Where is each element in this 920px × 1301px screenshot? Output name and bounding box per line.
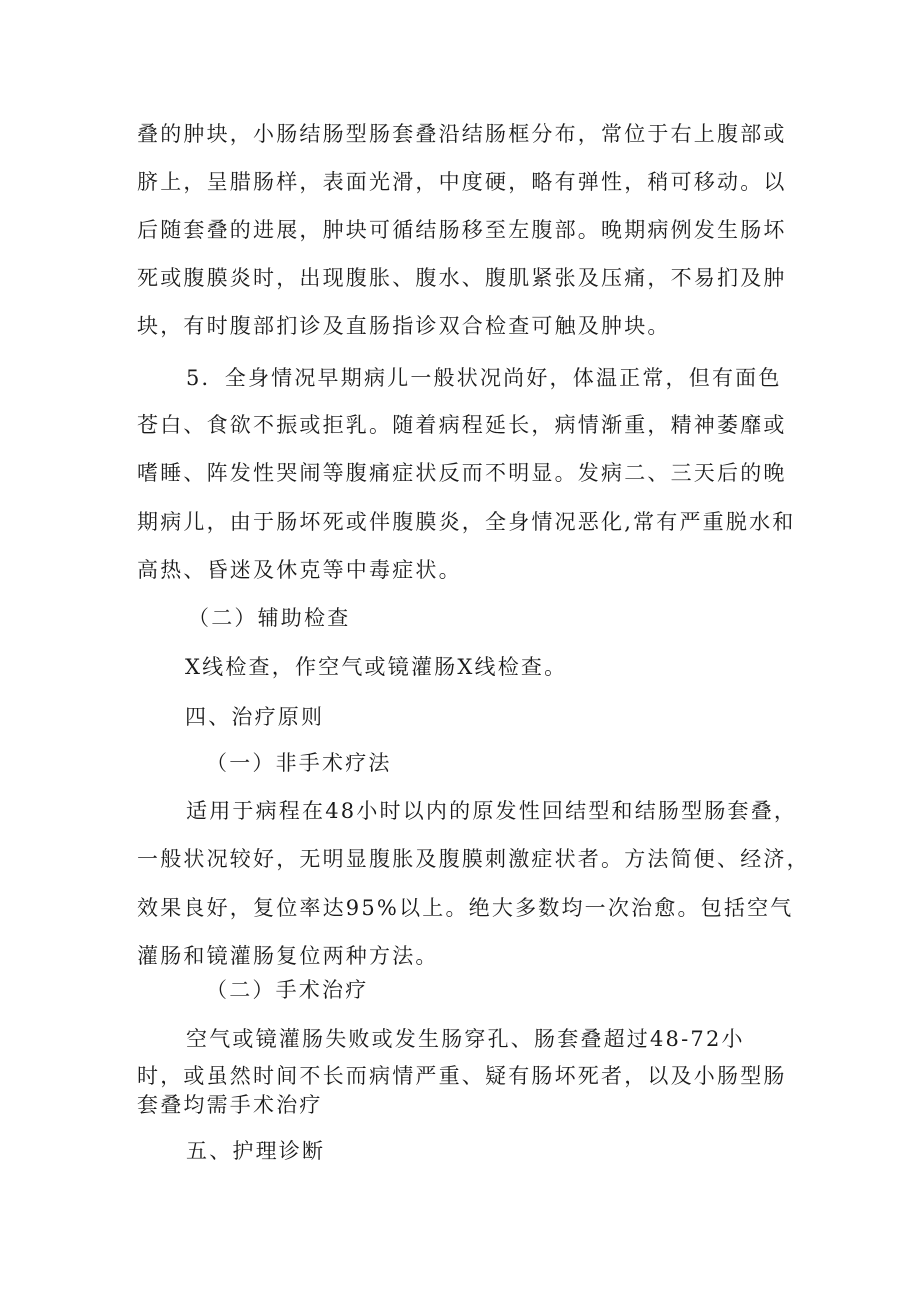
- paragraph-line: 适用于病程在48小时以内的原发性回结型和结肠型肠套叠，: [186, 799, 798, 823]
- paragraph-line: 效果良好，复位率达95%以上。绝大多数均一次治愈。包括空气: [137, 896, 794, 920]
- paragraph-line: 套叠均需手术治疗: [137, 1093, 323, 1117]
- paragraph-line: 一般状况较好，无明显腹胀及腹膜刺激症状者。方法简便、经济，: [137, 847, 810, 871]
- paragraph-line: 空气或镜灌肠失败或发生肠穿孔、肠套叠超过48-72小: [186, 1027, 745, 1051]
- paragraph-line: 叠的肿块，小肠结肠型肠套叠沿结肠框分布，常位于右上腹部或: [137, 122, 787, 146]
- section-heading: 四、治疗原则: [185, 705, 325, 729]
- paragraph-line: 脐上，呈腊肠样，表面光滑，中度硬，略有弹性，稍可移动。以: [137, 170, 787, 194]
- section-heading: （二）手术治疗: [206, 978, 369, 1002]
- paragraph-line: 期病儿，由于肠坏死或伴腹膜炎，全身情况恶化,常有严重脱水和: [137, 510, 796, 534]
- paragraph-line: 灌肠和镜灌肠复位两种方法。: [137, 944, 439, 968]
- paragraph-line: 5．全身情况早期病儿一般状况尚好，体温正常，但有面色: [186, 366, 782, 390]
- section-heading: （一）非手术疗法: [206, 751, 392, 775]
- paragraph-line: 苍白、食欲不振或拒乳。随着病程延长，病情渐重，精神萎靡或: [137, 413, 787, 437]
- section-heading: （二）辅助检查: [188, 606, 351, 630]
- section-heading: 五、护理诊断: [186, 1139, 326, 1163]
- paragraph-line: 高热、昏迷及休克等中毒症状。: [137, 558, 462, 582]
- paragraph-line: 嗜睡、阵发性哭闹等腹痛症状反而不明显。发病二、三天后的晚: [137, 461, 787, 485]
- paragraph-line: 后随套叠的进展，肿块可循结肠移至左腹部。晚期病例发生肠坏: [137, 218, 787, 242]
- paragraph-line: 块，有时腹部扪诊及直肠指诊双合检查可触及肿块。: [137, 314, 671, 338]
- paragraph-line: 时，或虽然时间不长而病情严重、疑有肠坏死者，以及小肠型肠: [137, 1064, 787, 1088]
- paragraph-line: 死或腹膜炎时，出现腹胀、腹水、腹肌紧张及压痛，不易扪及肿: [137, 266, 787, 290]
- paragraph-line: X线检查，作空气或镜灌肠X线检查。: [185, 655, 568, 679]
